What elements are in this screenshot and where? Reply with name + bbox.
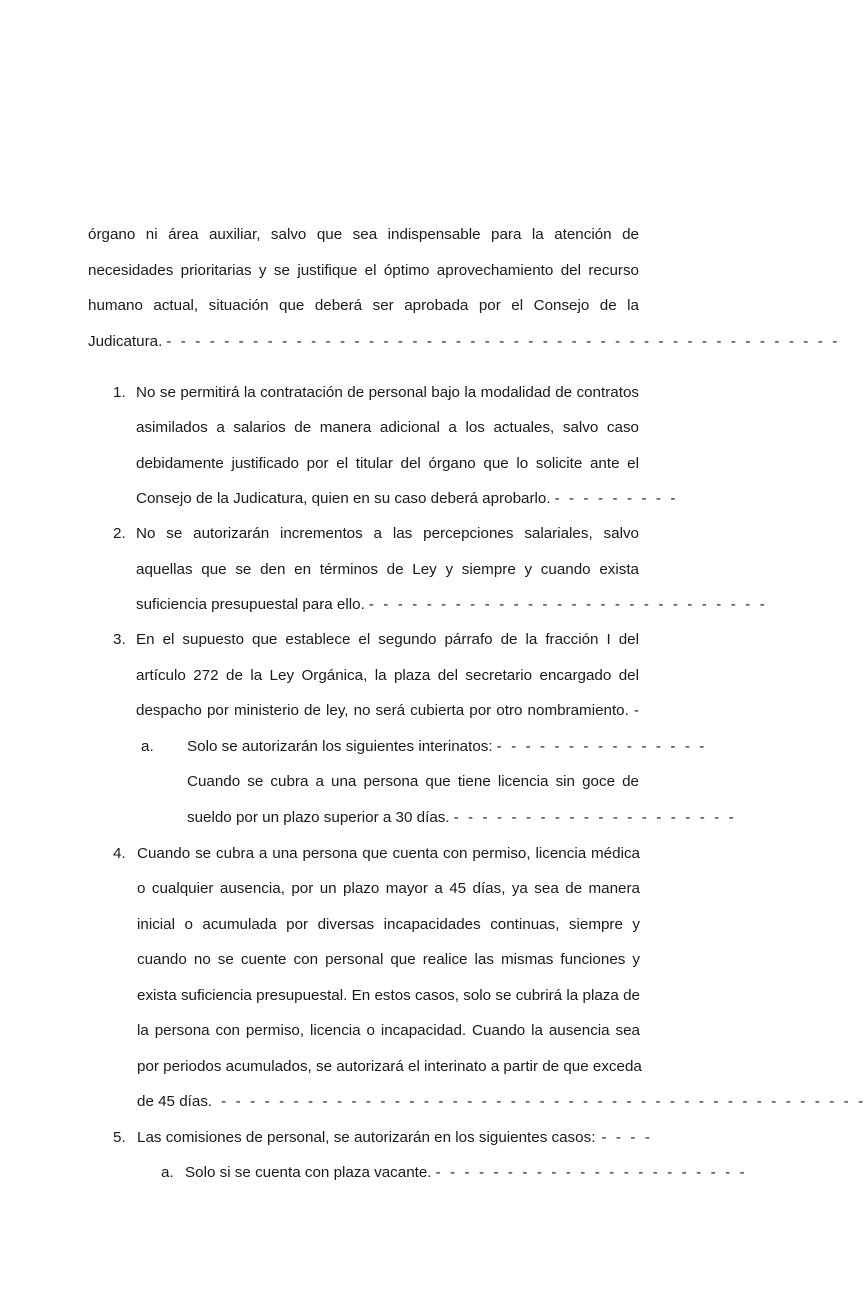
item-5a-line-1-text: Solo si se cuenta con plaza vacante. [185,1164,432,1181]
item-2-line-1: No se autorizarán incrementos a las percepciones salariales, salvo [136,525,639,542]
dash-filler: - - - - - - - - - [554,490,679,507]
intro-line-1: órgano ni área auxiliar, salvo que sea indispensable para la atención de [88,226,639,243]
item-1-line-4 [136,490,679,508]
intro-line-4 [88,333,840,351]
item-4-line-7: por periodos acumulados, se autorizará el interinato a partir de que exceda [137,1058,642,1075]
dash-filler: - - - - - - - - - - - - - - - - - - - - [453,809,737,826]
item-4-line-4: cuando no se cuente con personal que realice las mismas funciones y [137,951,640,968]
item-2-line-3 [136,596,768,614]
item-2-marker: 2. [113,525,126,542]
dash-filler: - - - - - - - - - - - - - - - - - - - - - - - - - - - - - - - - - - - - - - - - - - - - - [221,1093,866,1110]
item-4-line-3: inicial o acumulada por diversas incapacidades continuas, siempre y [137,916,640,933]
item-1-line-4-text: Consejo de la Judicatura, quien en su caso deberá aprobarlo. [136,490,551,507]
item-3a-line-2: Cuando se cubra a una persona que tiene licencia sin goce de [187,773,639,790]
item-3-line-2: artículo 272 de la Ley Orgánica, la plaza del secretario encargado del [136,667,639,684]
item-2-line-2: aquellas que se den en términos de Ley y siempre y cuando exista [136,561,639,578]
item-4-line-6: la persona con permiso, licencia o incapacidad. Cuando la ausencia sea [137,1022,640,1039]
item-3a-line-1-text: Solo se autorizarán los siguientes interinatos: [187,738,493,755]
item-3-line-1: En el supuesto que establece el segundo párrafo de la fracción I del [136,631,639,648]
intro-line-4-text: Judicatura. [88,333,163,350]
item-1-line-2: asimilados a salarios de manera adicional a los actuales, salvo caso [136,419,639,436]
item-5a-line-1 [185,1164,748,1182]
item-5-line-1-text: Las comisiones de personal, se autorizarán en los siguientes casos: [137,1129,596,1146]
item-3-marker: 3. [113,631,126,648]
item-3-line-3: despacho por ministerio de ley, no será cubierta por otro nombramiento. - [136,702,639,719]
intro-line-2: necesidades prioritarias y se justifique el óptimo aprovechamiento del recurso [88,262,639,279]
item-5-marker: 5. [113,1129,126,1146]
dash-filler: - - - - - - - - - - - - - - - - - - - - - - - - - - - - [368,596,768,613]
item-5-line-1 [137,1129,653,1147]
item-1-line-3: debidamente justificado por el titular del órgano que lo solicite ante el [136,455,639,472]
item-3a-line-3-text: sueldo por un plazo superior a 30 días. [187,809,450,826]
item-4-line-8-text: de 45 días. [137,1093,213,1110]
dash-filler: - - - - - - - - - - - - - - - - - - - - - - [435,1164,748,1181]
dash-filler: - - - - [601,1129,653,1146]
item-4-line-1: Cuando se cubra a una persona que cuenta con permiso, licencia médica [137,845,640,862]
item-2-line-3-text: suficiencia presupuestal para ello. [136,596,365,613]
item-4-line-2: o cualquier ausencia, por un plazo mayor a 45 días, ya sea de manera [137,880,640,897]
item-5a-marker: a. [161,1164,174,1181]
item-3a-marker: a. [141,738,154,755]
intro-line-3: humano actual, situación que deberá ser aprobada por el Consejo de la [88,297,639,314]
item-4-line-5: exista suficiencia presupuestal. En estos casos, solo se cubrirá la plaza de [137,987,640,1004]
item-1-marker: 1. [113,384,126,401]
item-4-line-8 [137,1093,866,1111]
dash-filler: - - - - - - - - - - - - - - - [496,738,707,755]
item-4-marker: 4. [113,845,126,862]
item-3a-line-1 [187,738,707,756]
item-3a-line-3 [187,809,737,827]
dash-filler: - - - - - - - - - - - - - - - - - - - - - - - - - - - - - - - - - - - - - - - - - - - - - - - [166,333,840,350]
item-1-line-1: No se permitirá la contratación de personal bajo la modalidad de contratos [136,384,639,401]
